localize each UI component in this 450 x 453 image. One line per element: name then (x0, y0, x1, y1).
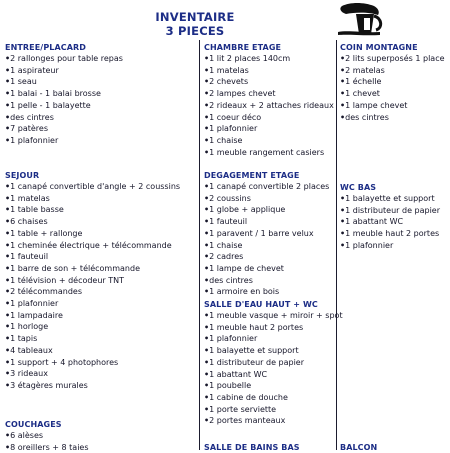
inventory-item: • 1 barre de son + télécommande (5, 263, 180, 275)
inventory-item: • 1 échelle (340, 76, 445, 88)
section-heading: COIN MONTAGNE (340, 43, 418, 52)
inventory-item: • 1 paravent / 1 barre velux (204, 228, 329, 240)
inventory-item: • 1 pelle - 1 balayette (5, 100, 123, 112)
inventory-item: • 1 chaise (204, 135, 334, 147)
inventory-item: • 1 cheminée électrique + télécommande (5, 240, 180, 252)
inventory-item: • 1 balai - 1 balai brosse (5, 88, 123, 100)
inventory-item: • 1 seau (5, 76, 123, 88)
section-heading: SEJOUR (5, 171, 40, 180)
inventory-item: • 1 lit 2 places 140cm (204, 53, 334, 65)
inventory-item: • 1 meuble rangement casiers (204, 147, 334, 159)
column-divider-1 (199, 40, 200, 450)
section-sejour (5, 170, 180, 392)
inventory-item: • 1 horloge (5, 321, 180, 333)
document-title: INVENTAIRE (155, 10, 235, 24)
section-balcon (340, 442, 377, 453)
inventory-item: • 1 plafonnier (340, 240, 440, 252)
inventory-item: • 1 plafonnier (204, 333, 343, 345)
section-heading: COUCHAGES (5, 420, 62, 429)
inventory-item: • 1 plafonnier (5, 135, 123, 147)
cleaning-bucket-icon (334, 0, 386, 38)
document-subtitle: 3 PIECES (165, 24, 225, 38)
section-heading: SALLE D'EAU HAUT + WC (204, 300, 318, 309)
inventory-item: • 1 lampe chevet (340, 100, 445, 112)
inventory-item: • des cintres (5, 112, 123, 124)
inventory-item: • 1 coeur déco (204, 112, 334, 124)
inventory-item: • 1 balayette et support (204, 345, 343, 357)
inventory-item: • 1 aspirateur (5, 65, 123, 77)
inventory-item: • 2 rallonges pour table repas (5, 53, 123, 65)
section-entree-placard (5, 42, 123, 147)
inventory-item: • 1 canapé convertible d'angle + 2 coussins (5, 181, 180, 193)
inventory-item: • 6 chaises (5, 216, 180, 228)
section-heading: WC BAS (340, 183, 377, 192)
inventory-item: • 2 rideaux + 2 attaches rideaux (204, 100, 334, 112)
inventory-item: • 1 abattant WC (204, 369, 343, 381)
inventory-item: • 1 distributeur de papier (340, 205, 440, 217)
section-salle-eau-haut (204, 299, 343, 427)
inventory-item: • 1 tapis (5, 333, 180, 345)
inventory-item: • 1 meuble haut 2 portes (340, 228, 440, 240)
inventory-item: • 1 cabine de douche (204, 392, 343, 404)
inventory-item: • 2 matelas (340, 65, 445, 77)
inventory-item: • 2 lits superposés 1 place (340, 53, 445, 65)
inventory-item: • 2 portes manteaux (204, 415, 343, 427)
inventory-item: • 3 rideaux (5, 368, 180, 380)
inventory-item: • 6 alèses (5, 430, 89, 442)
inventory-item: • 1 plafonnier (5, 298, 180, 310)
inventory-item: • 2 cadres (204, 251, 329, 263)
inventory-item: • 2 lampes chevet (204, 88, 334, 100)
inventory-item: • 3 étagères murales (5, 380, 180, 392)
inventory-item: • 8 oreillers + 8 taies (5, 442, 89, 453)
inventory-item: • 7 patères (5, 123, 123, 135)
inventory-item: • 1 lampadaire (5, 310, 180, 322)
inventory-item: • 1 table + rallonge (5, 228, 180, 240)
section-coin-montagne (340, 42, 445, 123)
inventory-item: • 1 télévision + décodeur TNT (5, 275, 180, 287)
inventory-item: • 1 porte serviette (204, 404, 343, 416)
section-couchages (5, 419, 89, 453)
inventory-item: • 1 distributeur de papier (204, 357, 343, 369)
section-heading: BALCON (340, 443, 378, 452)
inventory-item: • 1 matelas (5, 193, 180, 205)
inventory-item: • 1 poubelle (204, 380, 343, 392)
section-heading: ENTREE/PLACARD (5, 43, 87, 52)
section-chambre-etage (204, 42, 334, 158)
inventory-item: • des cintres (340, 112, 445, 124)
inventory-item: • 1 lampe de chevet (204, 263, 329, 275)
inventory-item: • 1 chevet (340, 88, 445, 100)
inventory-item: • 1 meuble haut 2 portes (204, 322, 343, 334)
inventory-item: • 1 chaise (204, 240, 329, 252)
inventory-item: • 1 matelas (204, 65, 334, 77)
section-salle-bains-bas (204, 442, 300, 453)
inventory-item: • 1 armoire en bois (204, 286, 329, 298)
inventory-item: • 2 coussins (204, 193, 329, 205)
inventory-item: • 4 tableaux (5, 345, 180, 357)
inventory-item: • 1 meuble vasque + miroir + spot (204, 310, 343, 322)
inventory-item: • 1 canapé convertible 2 places (204, 181, 329, 193)
inventory-item: • 1 fauteuil (5, 251, 180, 263)
inventory-item: • 2 télécommandes (5, 286, 180, 298)
section-heading: DEGAGEMENT ETAGE (204, 171, 300, 180)
inventory-item: • 1 fauteuil (204, 216, 329, 228)
section-wc-bas (340, 182, 440, 252)
inventory-item: • 1 globe + applique (204, 204, 329, 216)
section-degagement-etage (204, 170, 329, 298)
inventory-item: • 1 table basse (5, 204, 180, 216)
inventory-item: • 1 support + 4 photophores (5, 357, 180, 369)
section-heading: SALLE DE BAINS BAS (204, 443, 300, 452)
section-heading: CHAMBRE ETAGE (204, 43, 282, 52)
inventory-item: • 1 balayette et support (340, 193, 440, 205)
inventory-item: • 1 abattant WC (340, 216, 440, 228)
inventory-item: • des cintres (204, 275, 329, 287)
inventory-item: • 1 plafonnier (204, 123, 334, 135)
inventory-item: • 2 chevets (204, 76, 334, 88)
